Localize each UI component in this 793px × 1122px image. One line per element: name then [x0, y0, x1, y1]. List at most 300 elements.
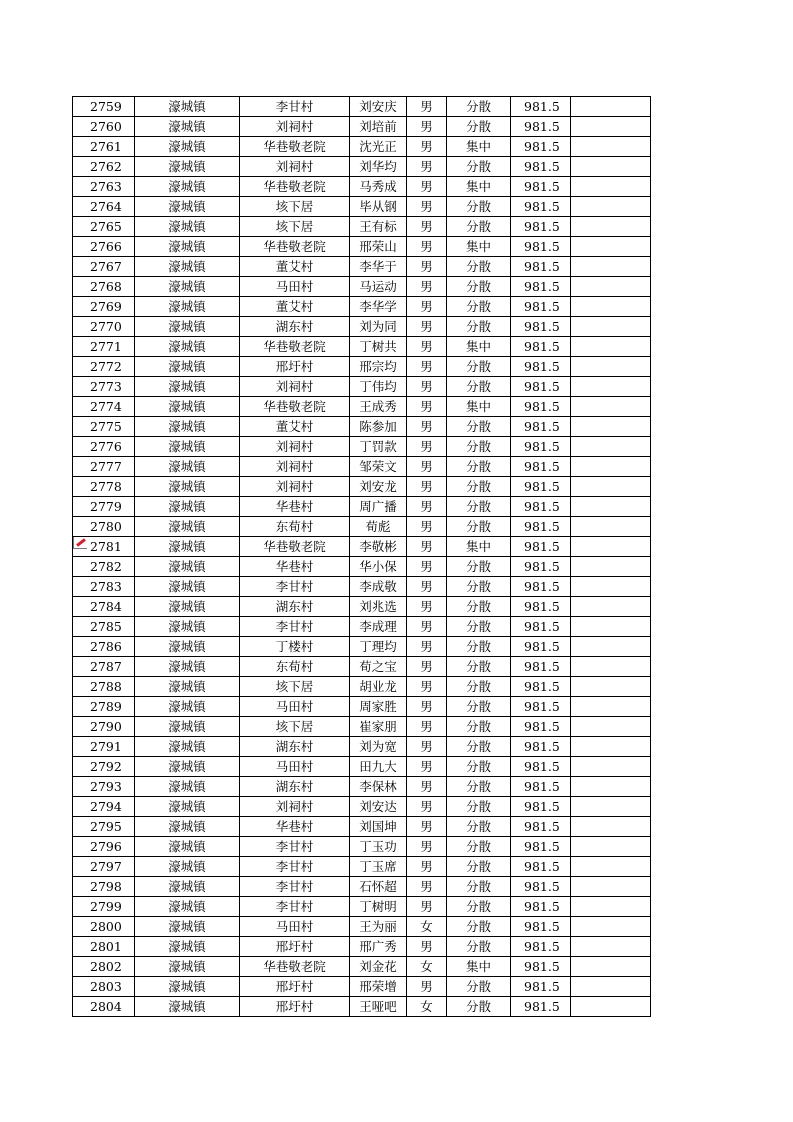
note-cell[interactable] — [571, 657, 651, 677]
amount-cell[interactable]: 981.5 — [511, 857, 571, 877]
note-cell[interactable] — [571, 197, 651, 217]
row-id-cell[interactable]: 2804 — [73, 997, 135, 1017]
type-cell[interactable]: 分散 — [447, 117, 511, 137]
note-cell[interactable] — [571, 397, 651, 417]
village-cell[interactable]: 邢圩村 — [240, 997, 350, 1017]
note-cell[interactable] — [571, 97, 651, 117]
gender-cell[interactable]: 男 — [407, 877, 447, 897]
row-id-cell[interactable]: 2797 — [73, 857, 135, 877]
type-cell[interactable]: 分散 — [447, 217, 511, 237]
amount-cell[interactable]: 981.5 — [511, 797, 571, 817]
amount-cell[interactable]: 981.5 — [511, 257, 571, 277]
town-cell[interactable]: 濠城镇 — [135, 937, 240, 957]
type-cell[interactable]: 分散 — [447, 277, 511, 297]
village-cell[interactable]: 董艾村 — [240, 297, 350, 317]
village-cell[interactable]: 湖东村 — [240, 317, 350, 337]
name-cell[interactable]: 荀彪 — [350, 517, 407, 537]
row-id-cell[interactable]: 2786 — [73, 637, 135, 657]
row-id-cell[interactable]: 2769 — [73, 297, 135, 317]
gender-cell[interactable]: 男 — [407, 657, 447, 677]
name-cell[interactable]: 刘华均 — [350, 157, 407, 177]
note-cell[interactable] — [571, 817, 651, 837]
note-cell[interactable] — [571, 317, 651, 337]
type-cell[interactable]: 分散 — [447, 517, 511, 537]
type-cell[interactable]: 分散 — [447, 597, 511, 617]
name-cell[interactable]: 崔家朋 — [350, 717, 407, 737]
row-id-cell[interactable]: 2771 — [73, 337, 135, 357]
row-id-cell[interactable]: 2788 — [73, 677, 135, 697]
town-cell[interactable]: 濠城镇 — [135, 617, 240, 637]
name-cell[interactable]: 刘兆选 — [350, 597, 407, 617]
type-cell[interactable]: 分散 — [447, 497, 511, 517]
name-cell[interactable]: 李成敬 — [350, 577, 407, 597]
type-cell[interactable]: 分散 — [447, 577, 511, 597]
town-cell[interactable]: 濠城镇 — [135, 437, 240, 457]
row-id-cell[interactable]: 2789 — [73, 697, 135, 717]
gender-cell[interactable]: 男 — [407, 97, 447, 117]
row-id-cell[interactable]: 2760 — [73, 117, 135, 137]
row-id-cell[interactable]: 2773 — [73, 377, 135, 397]
village-cell[interactable]: 董艾村 — [240, 417, 350, 437]
note-cell[interactable] — [571, 117, 651, 137]
row-id-cell[interactable]: 2787 — [73, 657, 135, 677]
row-id-cell[interactable]: 2770 — [73, 317, 135, 337]
village-cell[interactable]: 垓下居 — [240, 197, 350, 217]
type-cell[interactable]: 分散 — [447, 617, 511, 637]
note-cell[interactable] — [571, 297, 651, 317]
gender-cell[interactable]: 男 — [407, 977, 447, 997]
gender-cell[interactable]: 男 — [407, 157, 447, 177]
type-cell[interactable]: 集中 — [447, 537, 511, 557]
note-cell[interactable] — [571, 897, 651, 917]
name-cell[interactable]: 邢宗均 — [350, 357, 407, 377]
village-cell[interactable]: 华巷村 — [240, 497, 350, 517]
row-id-cell[interactable]: 2803 — [73, 977, 135, 997]
amount-cell[interactable]: 981.5 — [511, 417, 571, 437]
type-cell[interactable]: 分散 — [447, 417, 511, 437]
gender-cell[interactable]: 男 — [407, 537, 447, 557]
village-cell[interactable]: 刘祠村 — [240, 377, 350, 397]
name-cell[interactable]: 马秀成 — [350, 177, 407, 197]
note-cell[interactable] — [571, 257, 651, 277]
gender-cell[interactable]: 女 — [407, 997, 447, 1017]
note-cell[interactable] — [571, 217, 651, 237]
town-cell[interactable]: 濠城镇 — [135, 777, 240, 797]
gender-cell[interactable]: 男 — [407, 837, 447, 857]
name-cell[interactable]: 马运动 — [350, 277, 407, 297]
note-cell[interactable] — [571, 577, 651, 597]
amount-cell[interactable]: 981.5 — [511, 397, 571, 417]
type-cell[interactable]: 分散 — [447, 157, 511, 177]
town-cell[interactable]: 濠城镇 — [135, 637, 240, 657]
amount-cell[interactable]: 981.5 — [511, 977, 571, 997]
town-cell[interactable]: 濠城镇 — [135, 197, 240, 217]
village-cell[interactable]: 马田村 — [240, 917, 350, 937]
note-cell[interactable] — [571, 877, 651, 897]
row-id-cell[interactable]: 2776 — [73, 437, 135, 457]
note-cell[interactable] — [571, 377, 651, 397]
note-cell[interactable] — [571, 457, 651, 477]
town-cell[interactable]: 濠城镇 — [135, 317, 240, 337]
type-cell[interactable]: 分散 — [447, 997, 511, 1017]
row-id-cell[interactable]: 2764 — [73, 197, 135, 217]
type-cell[interactable]: 分散 — [447, 437, 511, 457]
note-cell[interactable] — [571, 677, 651, 697]
amount-cell[interactable]: 981.5 — [511, 517, 571, 537]
gender-cell[interactable]: 男 — [407, 197, 447, 217]
note-cell[interactable] — [571, 237, 651, 257]
town-cell[interactable]: 濠城镇 — [135, 397, 240, 417]
row-id-cell[interactable]: 2775 — [73, 417, 135, 437]
row-id-cell[interactable]: 2781 — [73, 537, 135, 557]
note-cell[interactable] — [571, 737, 651, 757]
village-cell[interactable]: 董艾村 — [240, 257, 350, 277]
note-cell[interactable] — [571, 497, 651, 517]
village-cell[interactable]: 华巷村 — [240, 817, 350, 837]
name-cell[interactable]: 李保林 — [350, 777, 407, 797]
row-id-cell[interactable]: 2792 — [73, 757, 135, 777]
town-cell[interactable]: 濠城镇 — [135, 997, 240, 1017]
town-cell[interactable]: 濠城镇 — [135, 557, 240, 577]
name-cell[interactable]: 刘为同 — [350, 317, 407, 337]
town-cell[interactable]: 濠城镇 — [135, 457, 240, 477]
gender-cell[interactable]: 男 — [407, 757, 447, 777]
amount-cell[interactable]: 981.5 — [511, 137, 571, 157]
amount-cell[interactable]: 981.5 — [511, 537, 571, 557]
village-cell[interactable]: 刘祠村 — [240, 477, 350, 497]
town-cell[interactable]: 濠城镇 — [135, 857, 240, 877]
row-id-cell[interactable]: 2794 — [73, 797, 135, 817]
type-cell[interactable]: 分散 — [447, 677, 511, 697]
name-cell[interactable]: 邹荣文 — [350, 457, 407, 477]
amount-cell[interactable]: 981.5 — [511, 657, 571, 677]
type-cell[interactable]: 分散 — [447, 557, 511, 577]
gender-cell[interactable]: 男 — [407, 117, 447, 137]
gender-cell[interactable]: 男 — [407, 737, 447, 757]
type-cell[interactable]: 分散 — [447, 837, 511, 857]
gender-cell[interactable]: 男 — [407, 497, 447, 517]
note-cell[interactable] — [571, 417, 651, 437]
note-cell[interactable] — [571, 437, 651, 457]
town-cell[interactable]: 濠城镇 — [135, 537, 240, 557]
row-id-cell[interactable]: 2800 — [73, 917, 135, 937]
village-cell[interactable]: 华巷敬老院 — [240, 397, 350, 417]
amount-cell[interactable]: 981.5 — [511, 697, 571, 717]
gender-cell[interactable]: 男 — [407, 217, 447, 237]
note-cell[interactable] — [571, 697, 651, 717]
amount-cell[interactable]: 981.5 — [511, 277, 571, 297]
row-id-cell[interactable]: 2783 — [73, 577, 135, 597]
amount-cell[interactable]: 981.5 — [511, 717, 571, 737]
town-cell[interactable]: 濠城镇 — [135, 237, 240, 257]
name-cell[interactable]: 石怀超 — [350, 877, 407, 897]
village-cell[interactable]: 华巷敬老院 — [240, 177, 350, 197]
village-cell[interactable]: 垓下居 — [240, 717, 350, 737]
row-id-cell[interactable]: 2782 — [73, 557, 135, 577]
gender-cell[interactable]: 男 — [407, 577, 447, 597]
village-cell[interactable]: 刘祠村 — [240, 157, 350, 177]
town-cell[interactable]: 濠城镇 — [135, 517, 240, 537]
village-cell[interactable]: 邢圩村 — [240, 357, 350, 377]
town-cell[interactable]: 濠城镇 — [135, 117, 240, 137]
village-cell[interactable]: 李甘村 — [240, 837, 350, 857]
note-cell[interactable] — [571, 337, 651, 357]
note-cell[interactable] — [571, 857, 651, 877]
note-cell[interactable] — [571, 177, 651, 197]
type-cell[interactable]: 集中 — [447, 397, 511, 417]
village-cell[interactable]: 刘祠村 — [240, 437, 350, 457]
note-cell[interactable] — [571, 957, 651, 977]
gender-cell[interactable]: 男 — [407, 857, 447, 877]
row-id-cell[interactable]: 2766 — [73, 237, 135, 257]
village-cell[interactable]: 邢圩村 — [240, 937, 350, 957]
type-cell[interactable]: 集中 — [447, 137, 511, 157]
note-cell[interactable] — [571, 597, 651, 617]
note-cell[interactable] — [571, 517, 651, 537]
village-cell[interactable]: 华巷敬老院 — [240, 537, 350, 557]
town-cell[interactable]: 濠城镇 — [135, 977, 240, 997]
row-id-cell[interactable]: 2785 — [73, 617, 135, 637]
village-cell[interactable]: 李甘村 — [240, 897, 350, 917]
amount-cell[interactable]: 981.5 — [511, 457, 571, 477]
name-cell[interactable]: 荀之宝 — [350, 657, 407, 677]
village-cell[interactable]: 华巷敬老院 — [240, 237, 350, 257]
gender-cell[interactable]: 女 — [407, 957, 447, 977]
town-cell[interactable]: 濠城镇 — [135, 377, 240, 397]
amount-cell[interactable]: 981.5 — [511, 917, 571, 937]
name-cell[interactable]: 王成秀 — [350, 397, 407, 417]
type-cell[interactable]: 分散 — [447, 917, 511, 937]
town-cell[interactable]: 濠城镇 — [135, 157, 240, 177]
gender-cell[interactable]: 男 — [407, 637, 447, 657]
name-cell[interactable]: 王为丽 — [350, 917, 407, 937]
gender-cell[interactable]: 男 — [407, 257, 447, 277]
type-cell[interactable]: 分散 — [447, 197, 511, 217]
type-cell[interactable]: 分散 — [447, 317, 511, 337]
gender-cell[interactable]: 男 — [407, 477, 447, 497]
amount-cell[interactable]: 981.5 — [511, 837, 571, 857]
amount-cell[interactable]: 981.5 — [511, 557, 571, 577]
row-id-cell[interactable]: 2779 — [73, 497, 135, 517]
gender-cell[interactable]: 男 — [407, 717, 447, 737]
amount-cell[interactable]: 981.5 — [511, 317, 571, 337]
amount-cell[interactable]: 981.5 — [511, 337, 571, 357]
gender-cell[interactable]: 女 — [407, 917, 447, 937]
gender-cell[interactable]: 男 — [407, 317, 447, 337]
name-cell[interactable]: 邢荣山 — [350, 237, 407, 257]
note-cell[interactable] — [571, 137, 651, 157]
note-cell[interactable] — [571, 757, 651, 777]
village-cell[interactable]: 刘祠村 — [240, 457, 350, 477]
row-id-cell[interactable]: 2801 — [73, 937, 135, 957]
name-cell[interactable]: 李华于 — [350, 257, 407, 277]
name-cell[interactable]: 刘金花 — [350, 957, 407, 977]
village-cell[interactable]: 垓下居 — [240, 217, 350, 237]
note-cell[interactable] — [571, 537, 651, 557]
row-id-cell[interactable]: 2784 — [73, 597, 135, 617]
type-cell[interactable]: 分散 — [447, 637, 511, 657]
town-cell[interactable]: 濠城镇 — [135, 737, 240, 757]
gender-cell[interactable]: 男 — [407, 597, 447, 617]
amount-cell[interactable]: 981.5 — [511, 177, 571, 197]
note-cell[interactable] — [571, 477, 651, 497]
type-cell[interactable]: 分散 — [447, 937, 511, 957]
amount-cell[interactable]: 981.5 — [511, 677, 571, 697]
village-cell[interactable]: 华巷敬老院 — [240, 957, 350, 977]
town-cell[interactable]: 濠城镇 — [135, 477, 240, 497]
row-id-cell[interactable]: 2765 — [73, 217, 135, 237]
gender-cell[interactable]: 男 — [407, 617, 447, 637]
gender-cell[interactable]: 男 — [407, 357, 447, 377]
town-cell[interactable]: 濠城镇 — [135, 417, 240, 437]
note-cell[interactable] — [571, 797, 651, 817]
gender-cell[interactable]: 男 — [407, 697, 447, 717]
row-id-cell[interactable]: 2763 — [73, 177, 135, 197]
amount-cell[interactable]: 981.5 — [511, 737, 571, 757]
row-id-cell[interactable]: 2802 — [73, 957, 135, 977]
row-id-cell[interactable]: 2767 — [73, 257, 135, 277]
gender-cell[interactable]: 男 — [407, 937, 447, 957]
name-cell[interactable]: 田九大 — [350, 757, 407, 777]
amount-cell[interactable]: 981.5 — [511, 117, 571, 137]
name-cell[interactable]: 王有标 — [350, 217, 407, 237]
type-cell[interactable]: 分散 — [447, 977, 511, 997]
gender-cell[interactable]: 男 — [407, 797, 447, 817]
town-cell[interactable]: 濠城镇 — [135, 837, 240, 857]
note-cell[interactable] — [571, 777, 651, 797]
amount-cell[interactable]: 981.5 — [511, 217, 571, 237]
town-cell[interactable]: 濠城镇 — [135, 297, 240, 317]
row-id-cell[interactable]: 2796 — [73, 837, 135, 857]
town-cell[interactable]: 濠城镇 — [135, 597, 240, 617]
name-cell[interactable]: 刘为宽 — [350, 737, 407, 757]
amount-cell[interactable]: 981.5 — [511, 757, 571, 777]
name-cell[interactable]: 周家胜 — [350, 697, 407, 717]
note-cell[interactable] — [571, 717, 651, 737]
type-cell[interactable]: 分散 — [447, 737, 511, 757]
row-id-cell[interactable]: 2780 — [73, 517, 135, 537]
name-cell[interactable]: 丁玉功 — [350, 837, 407, 857]
village-cell[interactable]: 东荀村 — [240, 657, 350, 677]
row-id-cell[interactable]: 2799 — [73, 897, 135, 917]
type-cell[interactable]: 分散 — [447, 357, 511, 377]
village-cell[interactable]: 垓下居 — [240, 677, 350, 697]
town-cell[interactable]: 濠城镇 — [135, 97, 240, 117]
town-cell[interactable]: 濠城镇 — [135, 497, 240, 517]
note-cell[interactable] — [571, 837, 651, 857]
type-cell[interactable]: 集中 — [447, 957, 511, 977]
name-cell[interactable]: 刘培前 — [350, 117, 407, 137]
type-cell[interactable]: 集中 — [447, 177, 511, 197]
amount-cell[interactable]: 981.5 — [511, 877, 571, 897]
village-cell[interactable]: 李甘村 — [240, 617, 350, 637]
amount-cell[interactable]: 981.5 — [511, 497, 571, 517]
row-id-cell[interactable]: 2762 — [73, 157, 135, 177]
town-cell[interactable]: 濠城镇 — [135, 877, 240, 897]
note-cell[interactable] — [571, 997, 651, 1017]
village-cell[interactable]: 刘祠村 — [240, 797, 350, 817]
town-cell[interactable]: 濠城镇 — [135, 137, 240, 157]
amount-cell[interactable]: 981.5 — [511, 617, 571, 637]
amount-cell[interactable]: 981.5 — [511, 577, 571, 597]
note-cell[interactable] — [571, 557, 651, 577]
name-cell[interactable]: 刘安达 — [350, 797, 407, 817]
amount-cell[interactable]: 981.5 — [511, 377, 571, 397]
gender-cell[interactable]: 男 — [407, 417, 447, 437]
name-cell[interactable]: 丁树共 — [350, 337, 407, 357]
row-id-cell[interactable]: 2761 — [73, 137, 135, 157]
village-cell[interactable]: 华巷敬老院 — [240, 137, 350, 157]
amount-cell[interactable]: 981.5 — [511, 437, 571, 457]
village-cell[interactable]: 马田村 — [240, 757, 350, 777]
amount-cell[interactable]: 981.5 — [511, 357, 571, 377]
amount-cell[interactable]: 981.5 — [511, 957, 571, 977]
village-cell[interactable]: 马田村 — [240, 277, 350, 297]
note-cell[interactable] — [571, 977, 651, 997]
name-cell[interactable]: 周广播 — [350, 497, 407, 517]
gender-cell[interactable]: 男 — [407, 177, 447, 197]
gender-cell[interactable]: 男 — [407, 677, 447, 697]
name-cell[interactable]: 李华学 — [350, 297, 407, 317]
name-cell[interactable]: 李敬彬 — [350, 537, 407, 557]
row-id-cell[interactable]: 2772 — [73, 357, 135, 377]
town-cell[interactable]: 濠城镇 — [135, 917, 240, 937]
type-cell[interactable]: 分散 — [447, 657, 511, 677]
amount-cell[interactable]: 981.5 — [511, 637, 571, 657]
village-cell[interactable]: 东荀村 — [240, 517, 350, 537]
town-cell[interactable]: 濠城镇 — [135, 677, 240, 697]
town-cell[interactable]: 濠城镇 — [135, 257, 240, 277]
name-cell[interactable]: 邢广秀 — [350, 937, 407, 957]
town-cell[interactable]: 濠城镇 — [135, 697, 240, 717]
name-cell[interactable]: 华小保 — [350, 557, 407, 577]
amount-cell[interactable]: 981.5 — [511, 237, 571, 257]
amount-cell[interactable]: 981.5 — [511, 777, 571, 797]
type-cell[interactable]: 分散 — [447, 857, 511, 877]
town-cell[interactable]: 濠城镇 — [135, 797, 240, 817]
type-cell[interactable]: 分散 — [447, 777, 511, 797]
village-cell[interactable]: 湖东村 — [240, 777, 350, 797]
row-id-cell[interactable]: 2795 — [73, 817, 135, 837]
amount-cell[interactable]: 981.5 — [511, 157, 571, 177]
amount-cell[interactable]: 981.5 — [511, 197, 571, 217]
village-cell[interactable]: 邢圩村 — [240, 977, 350, 997]
village-cell[interactable]: 李甘村 — [240, 857, 350, 877]
row-id-cell[interactable]: 2793 — [73, 777, 135, 797]
village-cell[interactable]: 李甘村 — [240, 877, 350, 897]
amount-cell[interactable]: 981.5 — [511, 297, 571, 317]
gender-cell[interactable]: 男 — [407, 437, 447, 457]
type-cell[interactable]: 分散 — [447, 97, 511, 117]
name-cell[interactable]: 刘安庆 — [350, 97, 407, 117]
town-cell[interactable]: 濠城镇 — [135, 957, 240, 977]
gender-cell[interactable]: 男 — [407, 377, 447, 397]
name-cell[interactable]: 李成理 — [350, 617, 407, 637]
name-cell[interactable]: 丁树明 — [350, 897, 407, 917]
town-cell[interactable]: 濠城镇 — [135, 757, 240, 777]
type-cell[interactable]: 分散 — [447, 897, 511, 917]
type-cell[interactable]: 分散 — [447, 877, 511, 897]
row-id-cell[interactable]: 2778 — [73, 477, 135, 497]
town-cell[interactable]: 濠城镇 — [135, 717, 240, 737]
note-cell[interactable] — [571, 357, 651, 377]
type-cell[interactable]: 分散 — [447, 377, 511, 397]
row-id-cell[interactable]: 2777 — [73, 457, 135, 477]
village-cell[interactable]: 马田村 — [240, 697, 350, 717]
row-id-cell[interactable]: 2791 — [73, 737, 135, 757]
note-cell[interactable] — [571, 617, 651, 637]
row-id-cell[interactable]: 2759 — [73, 97, 135, 117]
